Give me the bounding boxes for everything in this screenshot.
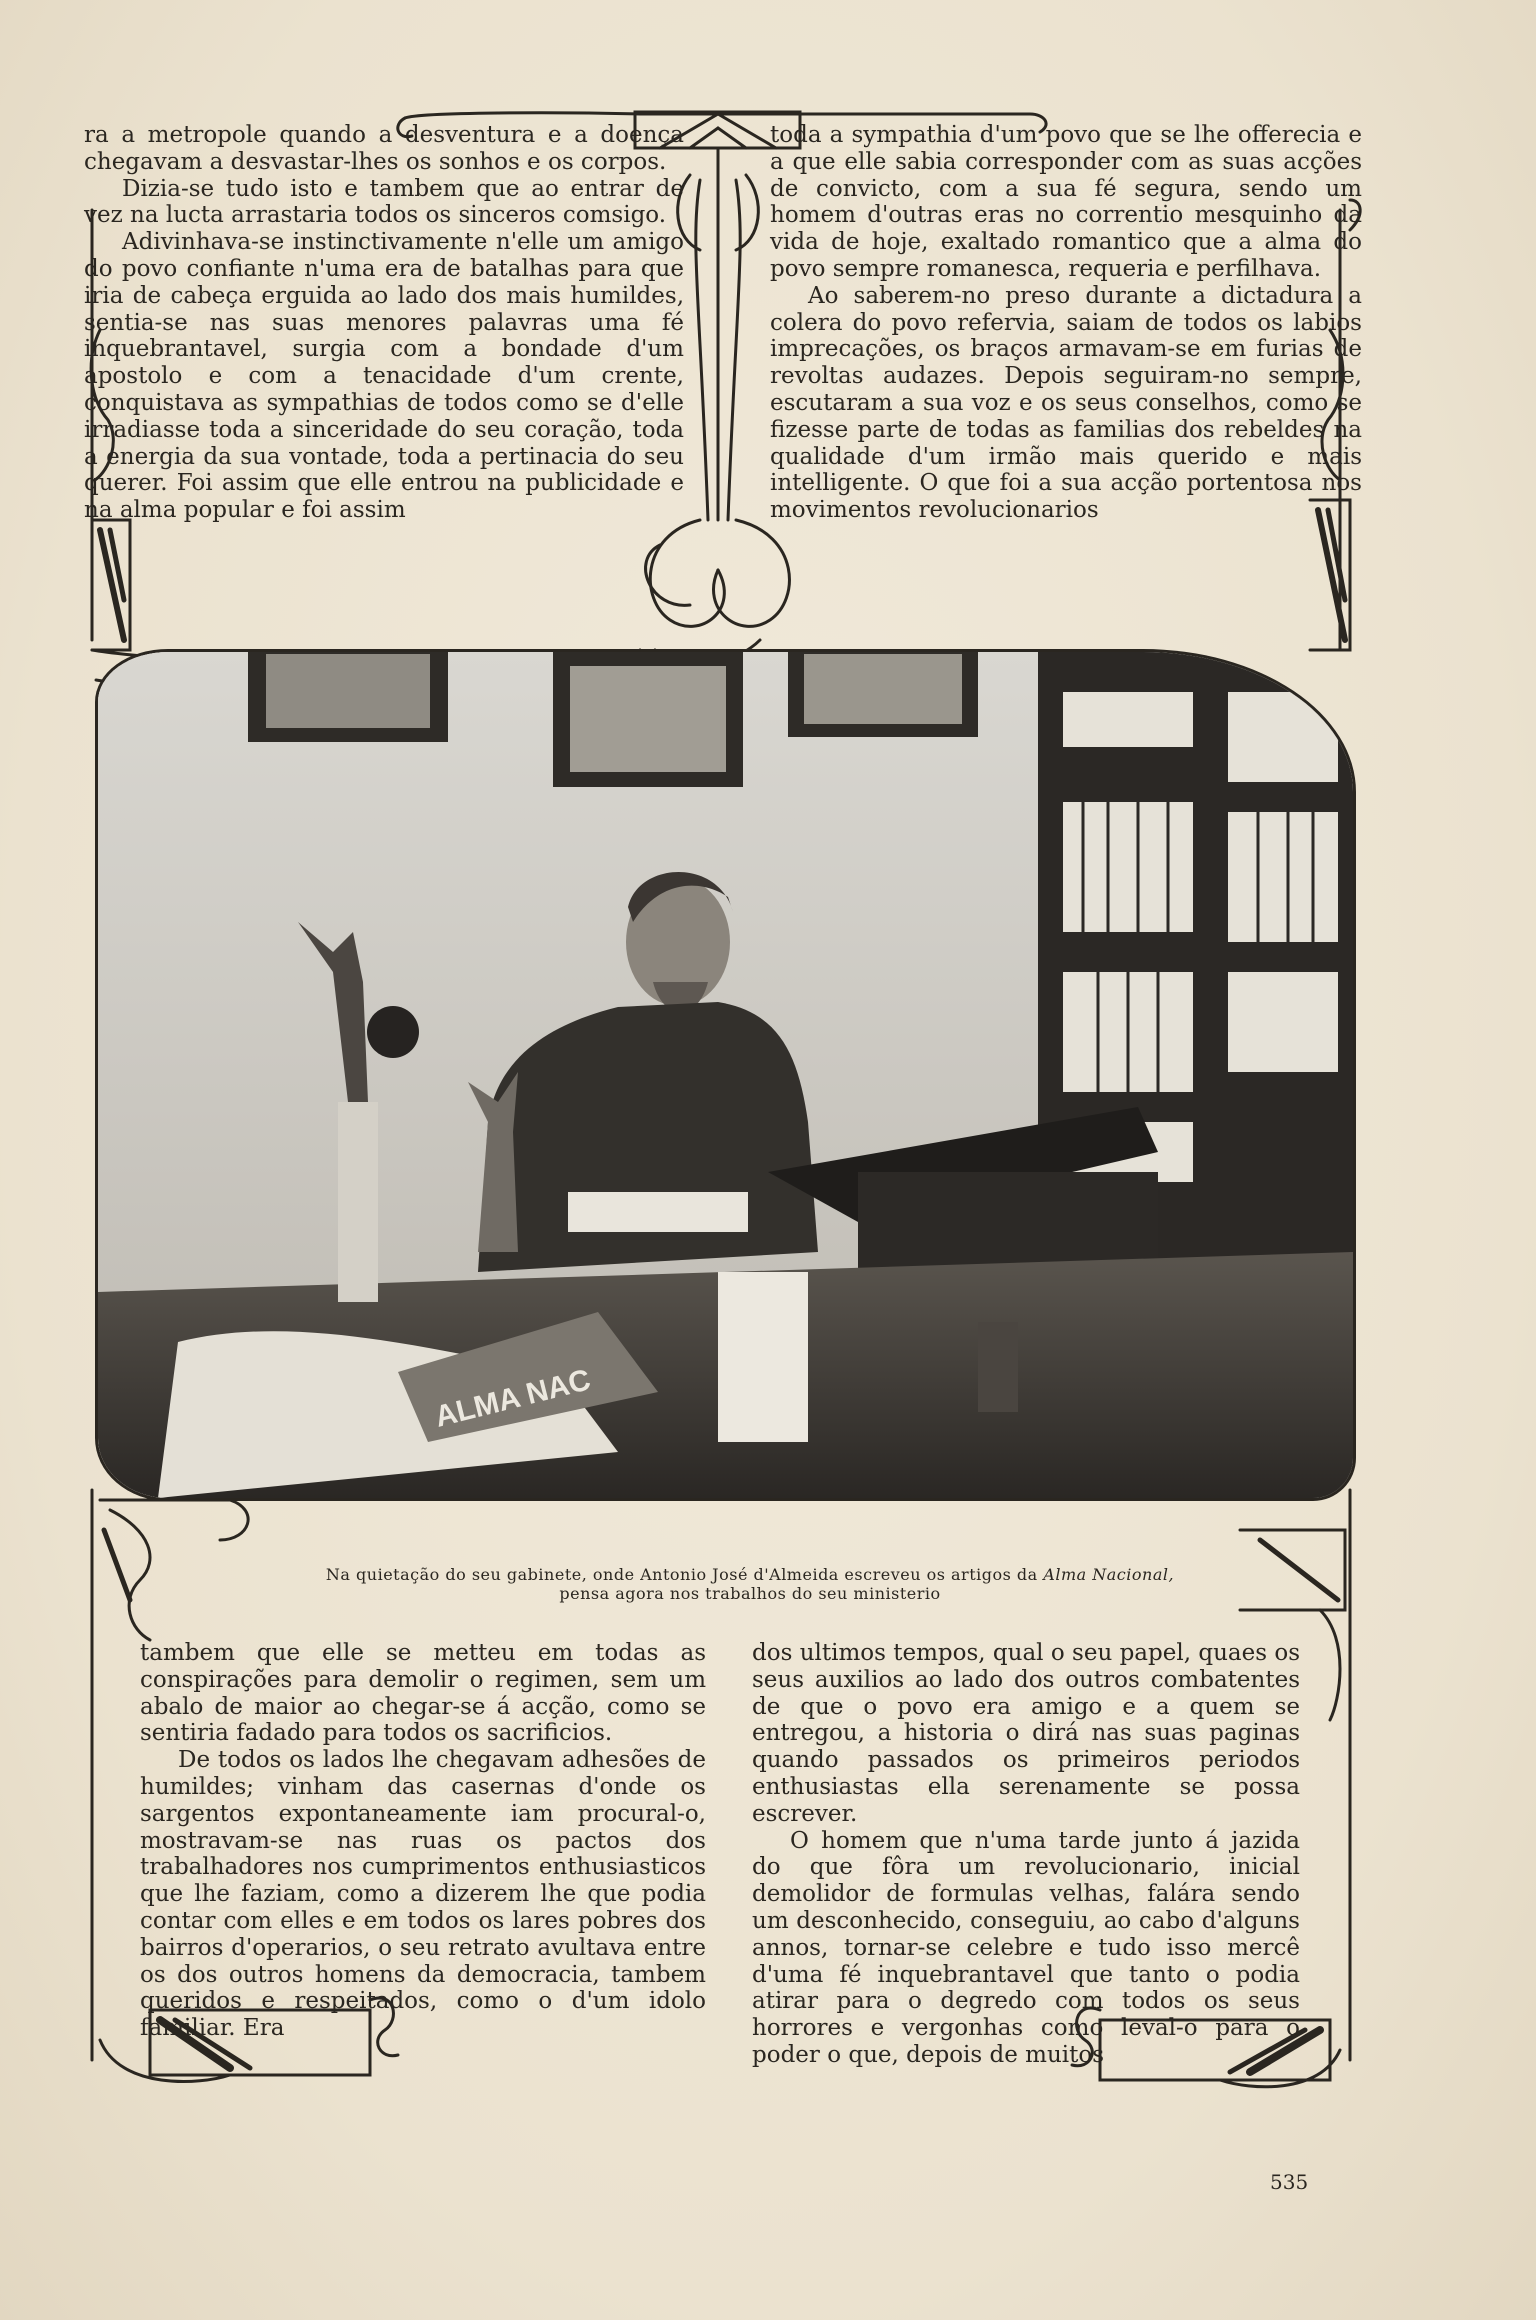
paragraph: ra a metropole quando a desventura e a doença chegavam a desvastar-lhes os sonhos e os corpos.	[84, 122, 684, 175]
paragraph: Ao saberem-no preso durante a dictadura a colera do povo refervia, saiam de todos os labios imprecações, os braços armavam-se em furias de revoltas audazes. Depois seguiram-no sempre, escutaram a sua voz e os seus conselhos, como se fizesse parte de todas as familias dos rebeldes na qualidade d'um irmão mais querido e mais intelligente. O que foi a sua acção portentosa nos movimentos revolucionarios	[770, 282, 1362, 524]
text-column-2	[770, 122, 1362, 524]
page-number: 535	[1270, 2170, 1309, 2194]
text-column-1	[84, 122, 684, 524]
paragraph: tambem que elle se metteu em todas as conspirações para demolir o regimen, sem um abalo de maior ao chegar-se á acção, como se sentiria fadado para todos os sacrificios.	[140, 1640, 706, 1747]
text-column-3	[140, 1640, 706, 2042]
caption-italic-title: Alma Nacional,	[1043, 1565, 1175, 1584]
study-photograph	[98, 652, 1353, 1498]
book-title: ALMA NAC	[431, 1363, 594, 1434]
paragraph: dos ultimos tempos, qual o seu papel, quaes os seus auxilios ao lado dos outros combatentes de que o povo era amigo e a quem se entregou, a historia o dirá nas suas paginas quando passados os primeiros periodos enthusiastas ella serenamente se possa escrever.	[752, 1640, 1300, 1827]
paragraph: Adivinhava-se instinctivamente n'elle um amigo do povo confiante n'uma era de batalhas para que iria de cabeça erguida ao lado dos mais humildes, sentia-se nas suas menores palavras uma fé inquebrantavel, surgia com a bondade d'um apostolo e com a tenacidade d'um crente, conquistava as sympathias de todos como se d'elle irradiasse toda a sinceridade do seu coração, toda a energia da sua vontade, toda a pertinacia do seu querer. Foi assim que elle entrou na publicidade e na alma popular e foi assim	[84, 229, 684, 524]
caption-line-2: pensa agora nos trabalhos do seu ministerio	[559, 1584, 941, 1603]
paragraph: O homem que n'uma tarde junto á jazida do que fôra um revolucionario, inicial demolidor de formulas velhas, falára sendo um desconhecido, conseguiu, ao cabo d'alguns annos, tornar-se celebre e tudo isso mercê d'uma fé inquebrantavel que tanto o podia atirar para o degredo com todos os seus horrores e vergonhas como leval-o para o poder o que, depois de muitos	[752, 1827, 1300, 2068]
paragraph: De todos os lados lhe chegavam adhesões de humildes; vinham das casernas d'onde os sargentos expontaneamente iam procural-o, mostravam-se nas ruas os pactos dos trabalhadores nos cumprimentos enthusiasticos que lhe faziam, como a dizerem lhe que podia contar com elles e em todos os lares pobres dos bairros d'operarios, o seu retrato avultava entre os dos outros homens da democracia, tambem queridos e respeitados, como o d'um idolo familiar. Era	[140, 1747, 706, 2042]
photo-caption	[150, 1565, 1350, 1603]
text-column-4	[752, 1640, 1300, 2069]
paragraph: Dizia-se tudo isto e tambem que ao entrar de vez na lucta arrastaria todos os sinceros comsigo.	[84, 175, 684, 229]
photo-illustration	[98, 652, 1353, 1498]
paragraph: toda a sympathia d'um povo que se lhe offerecia e a que elle sabia corresponder com as suas acções de convicto, com a sua fé segura, sendo um homem d'outras eras no correntio mesquinho da vida de hoje, exaltado romantico que a alma do povo sempre romanesca, requeria e perfilhava.	[770, 122, 1362, 282]
caption-line-1: Na quietação do seu gabinete, onde Antonio José d'Almeida escreveu os artigos da	[325, 1565, 1038, 1584]
